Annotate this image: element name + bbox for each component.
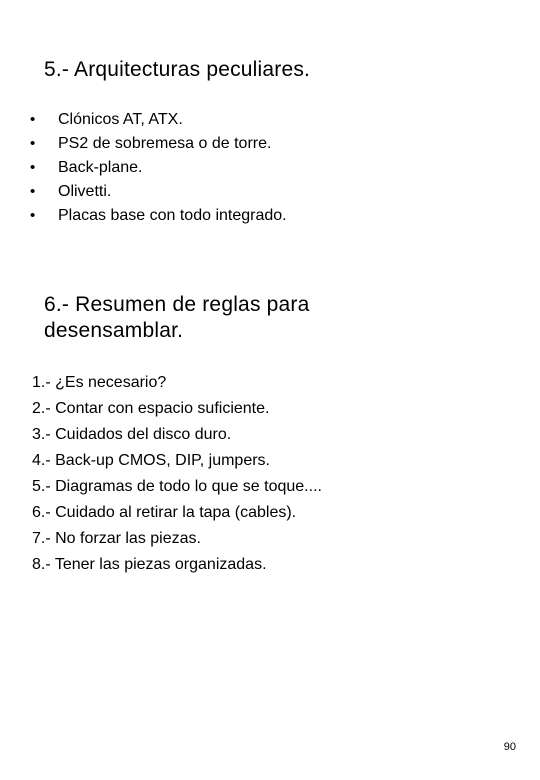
rule-item: 5.- Diagramas de todo lo que se toque....: [32, 478, 322, 495]
rule-item: 8.- Tener las piezas organizadas.: [32, 556, 267, 573]
list-item-text: Back-plane.: [58, 159, 143, 176]
list-item-text: Olivetti.: [58, 183, 112, 200]
rule-item: 1.- ¿Es necesario?: [32, 374, 167, 391]
bullet-icon: •: [30, 183, 36, 200]
page-number: 90: [503, 741, 516, 753]
list-item: [30, 156, 287, 180]
list-item: [30, 132, 287, 156]
rule-item: 7.- No forzar las piezas.: [32, 530, 201, 547]
peculiar-architectures-list: [30, 108, 287, 228]
bullet-icon: •: [30, 159, 36, 176]
section-6-title-line1: 6.- Resumen de reglas para: [44, 293, 310, 316]
list-item-text: PS2 de sobremesa o de torre.: [58, 135, 272, 152]
section-6-title: [44, 292, 484, 344]
list-item: [30, 180, 287, 204]
list-item: [30, 204, 287, 228]
rule-item: 6.- Cuidado al retirar la tapa (cables).: [32, 504, 297, 521]
bullet-icon: •: [30, 135, 36, 152]
list-item-text: Clónicos AT, ATX.: [58, 111, 183, 128]
section-5-title: 5.- Arquitecturas peculiares.: [44, 58, 311, 81]
list-item-text: Placas base con todo integrado.: [58, 207, 287, 224]
rule-item: 3.- Cuidados del disco duro.: [32, 426, 232, 443]
bullet-icon: •: [30, 111, 36, 128]
section-6-title-line2: desensamblar.: [44, 319, 184, 342]
bullet-icon: •: [30, 207, 36, 224]
rule-item: 4.- Back-up CMOS, DIP, jumpers.: [32, 452, 270, 469]
rule-item: 2.- Contar con espacio suficiente.: [32, 400, 270, 417]
disassembly-rules-list: [32, 370, 322, 578]
list-item: [30, 108, 287, 132]
